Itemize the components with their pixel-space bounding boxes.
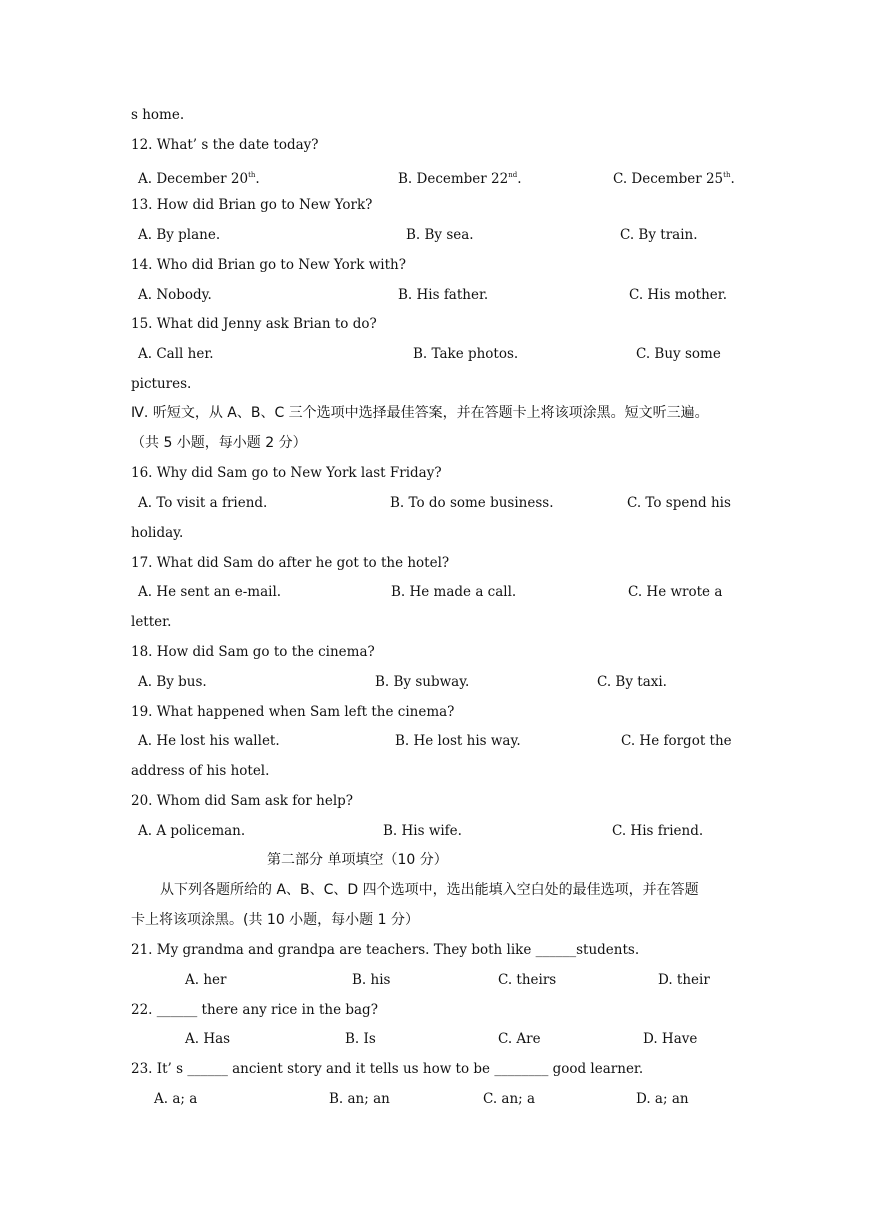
question-line: pictures.	[131, 376, 192, 392]
question-line: 16. Why did Sam go to New York last Friday?	[131, 465, 442, 481]
answer-option: B. He made a call.	[391, 584, 517, 600]
answer-option: B. Is	[345, 1031, 376, 1047]
question-line: 17. What did Sam do after he got to the hotel?	[131, 555, 450, 571]
answer-option: B. His father.	[398, 287, 489, 303]
question-line: letter.	[131, 614, 172, 630]
question-line: s home.	[131, 107, 185, 123]
answer-option: D. their	[658, 972, 710, 988]
question-line: 18. How did Sam go to the cinema?	[131, 644, 375, 660]
answer-option: B. By subway.	[375, 674, 470, 690]
answer-option: A. a; a	[154, 1091, 198, 1107]
q12-option-a-sup: th	[248, 171, 256, 179]
answer-option: B. Take photos.	[413, 346, 519, 362]
answer-option: C. His friend.	[612, 823, 704, 839]
question-line: 22. ______ there any rice in the bag?	[131, 1002, 378, 1018]
question-line: 13. How did Brian go to New York?	[131, 197, 373, 213]
answer-option: B. He lost his way.	[395, 733, 521, 749]
answer-option: C. Buy some	[636, 346, 721, 362]
question-line: 12. What’ s the date today?	[131, 137, 319, 153]
q12-option-b-text: B. December 22	[398, 171, 509, 187]
question-line: 15. What did Jenny ask Brian to do?	[131, 316, 377, 332]
question-line: holiday.	[131, 525, 184, 541]
answer-option: D. a; an	[636, 1091, 689, 1107]
question-line: 14. Who did Brian go to New York with?	[131, 257, 406, 273]
answer-option: A. He lost his wallet.	[138, 733, 280, 749]
instruction-line: 卡上将该项涂黑。(共 10 小题，每小题 1 分）	[131, 912, 419, 928]
answer-option: C. To spend his	[627, 495, 731, 511]
q12-option-c	[613, 166, 735, 188]
answer-option: C. He forgot the	[621, 733, 732, 749]
answer-option: C. Are	[498, 1031, 541, 1047]
answer-option: A. Call her.	[138, 346, 214, 362]
answer-option: A. To visit a friend.	[138, 495, 268, 511]
answer-option: A. A policeman.	[138, 823, 246, 839]
answer-option: A. By plane.	[138, 227, 221, 243]
answer-option: C. By train.	[620, 227, 698, 243]
q12-option-c-sup: th	[723, 171, 731, 179]
answer-option: B. his	[352, 972, 391, 988]
question-line: 23. It’ s ______ ancient story and it tells us how to be ________ good learner.	[131, 1061, 644, 1077]
answer-option: A. By bus.	[138, 674, 207, 690]
q12-option-b-sup: nd	[508, 171, 518, 179]
answer-option: C. He wrote a	[628, 584, 723, 600]
question-line: 20. Whom did Sam ask for help?	[131, 793, 354, 809]
answer-option: D. Have	[643, 1031, 698, 1047]
answer-option: A. Has	[185, 1031, 231, 1047]
answer-option: C. By taxi.	[597, 674, 667, 690]
answer-option: B. an; an	[329, 1091, 390, 1107]
answer-option: C. an; a	[483, 1091, 536, 1107]
answer-option: B. His wife.	[383, 823, 462, 839]
question-line: address of his hotel.	[131, 763, 270, 779]
instruction-line: （共 5 小题，每小题 2 分）	[131, 435, 307, 451]
answer-option: B. To do some business.	[390, 495, 554, 511]
answer-option: C. His mother.	[629, 287, 728, 303]
answer-option: C. theirs	[498, 972, 557, 988]
instruction-line: Ⅳ. 听短文，从 A、B、C 三个选项中选择最佳答案，并在答题卡上将该项涂黑。短文听三遍。	[131, 405, 709, 421]
q12-option-a-end: .	[255, 171, 260, 187]
question-line: 19. What happened when Sam left the cinema?	[131, 704, 455, 720]
instruction-line: 从下列各题所给的 A、B、C、D 四个选项中，选出能填入空白处的最佳选项，并在答题	[160, 882, 699, 898]
question-line: 21. My grandma and grandpa are teachers. They both like ______students.	[131, 942, 640, 958]
instruction-line: 第二部分 单项填空（10 分）	[267, 852, 448, 868]
answer-option: A. Nobody.	[138, 287, 212, 303]
q12-option-b-end: .	[517, 171, 522, 187]
q12-option-c-end: .	[730, 171, 735, 187]
answer-option: A. her	[185, 972, 227, 988]
answer-option: A. He sent an e-mail.	[138, 584, 282, 600]
q12-option-b	[398, 166, 522, 188]
q12-option-a	[138, 166, 260, 188]
q12-option-a-text: A. December 20	[138, 171, 249, 187]
q12-option-c-text: C. December 25	[613, 171, 724, 187]
answer-option: B. By sea.	[406, 227, 474, 243]
